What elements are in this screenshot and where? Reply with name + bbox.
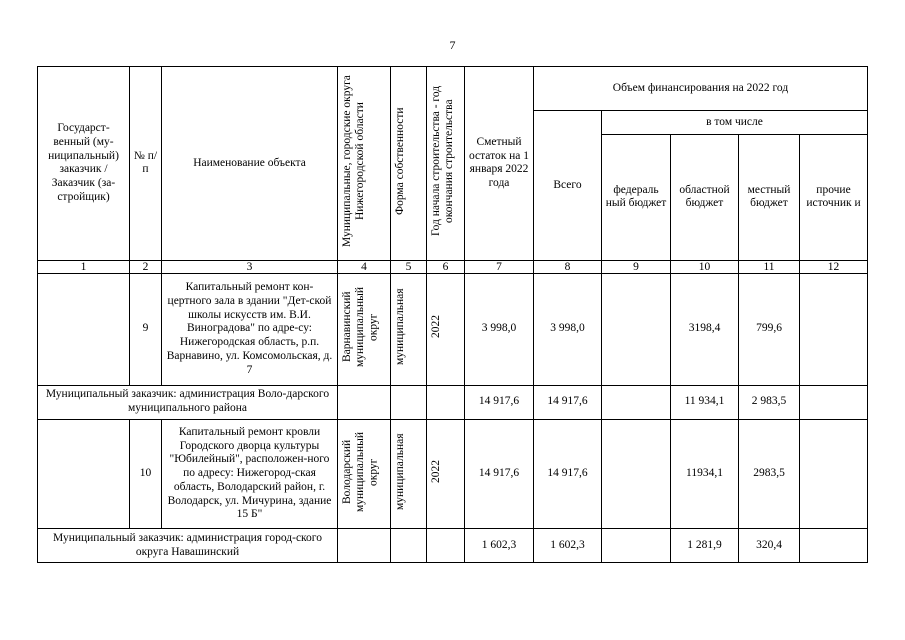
municipality-cell: [338, 529, 391, 563]
years-cell: [427, 385, 465, 419]
local-cell: 799,6: [739, 273, 800, 385]
customer-name: Муниципальный заказчик: администрация город-ского округа Навашинский: [38, 529, 338, 563]
total-cell: 14 917,6: [534, 419, 602, 529]
federal-cell: [602, 419, 671, 529]
ownership-cell: [391, 273, 427, 385]
estimate-cell: 3 998,0: [465, 273, 534, 385]
customer-cell: [38, 419, 130, 529]
column-number: 11: [739, 260, 800, 273]
row-number: 10: [130, 419, 162, 529]
regional-cell: 3198,4: [671, 273, 739, 385]
object-name: Капитальный ремонт кровли Городского дворца культуры "Юбилейный", расположен-ного по адресу: Нижегород-ская область, Володарский район, г. Володарск, ул. Мичурина, здание 15 Б": [162, 419, 338, 529]
table-row: [38, 273, 868, 385]
header-other: прочие источник и: [800, 134, 868, 260]
local-cell: 2983,5: [739, 419, 800, 529]
other-cell: [800, 273, 868, 385]
header-total: Всего: [534, 111, 602, 261]
ownership-cell: [391, 529, 427, 563]
years-text: 2022: [430, 460, 442, 484]
header-ownership: [391, 67, 427, 261]
customer-row: [38, 385, 868, 419]
estimate-cell: 14 917,6: [465, 419, 534, 529]
local-cell: 320,4: [739, 529, 800, 563]
table-row: [38, 419, 868, 529]
customer-row: [38, 529, 868, 563]
header-local: местный бюджет: [739, 134, 800, 260]
municipality-cell: [338, 273, 391, 385]
ownership-cell: [391, 419, 427, 529]
column-number: 3: [162, 260, 338, 273]
row-number: 9: [130, 273, 162, 385]
column-number: 7: [465, 260, 534, 273]
estimate-cell: 14 917,6: [465, 385, 534, 419]
column-number: 6: [427, 260, 465, 273]
other-cell: [800, 385, 868, 419]
column-number: 4: [338, 260, 391, 273]
header-regional: областной бюджет: [671, 134, 739, 260]
other-cell: [800, 419, 868, 529]
federal-cell: [602, 385, 671, 419]
header-customer: Государст-венный (му-ниципальный) заказчик / Заказчик (за-стройщик): [38, 67, 130, 261]
header-municipality: [338, 67, 391, 261]
years-cell: [427, 419, 465, 529]
federal-cell: [602, 273, 671, 385]
estimate-cell: 1 602,3: [465, 529, 534, 563]
header-ownership-text: Форма собственности: [394, 107, 406, 215]
financing-table: [37, 66, 868, 563]
header-row-1: [38, 67, 868, 111]
total-cell: 3 998,0: [534, 273, 602, 385]
header-funding: Объем финансирования на 2022 год: [534, 67, 868, 111]
header-municipality-text: Муниципальные, городские округа Нижегородской области: [341, 75, 367, 247]
object-name: Капитальный ремонт кон-цертного зала в здании "Дет-ской школы искусств им. В.И. Виноградова" по адре-су: Нижегородская область, р.п. Варнавино, ул. Комсомольская, д. 7: [162, 273, 338, 385]
total-cell: 14 917,6: [534, 385, 602, 419]
local-cell: 2 983,5: [739, 385, 800, 419]
customer-cell: [38, 273, 130, 385]
column-number-row: [38, 260, 868, 273]
municipality-cell: [338, 385, 391, 419]
column-number: 9: [602, 260, 671, 273]
years-cell: [427, 529, 465, 563]
years-cell: [427, 273, 465, 385]
column-number: 10: [671, 260, 739, 273]
column-number: 5: [391, 260, 427, 273]
column-number: 2: [130, 260, 162, 273]
page-number: 7: [449, 38, 456, 52]
municipality-text: Варнавинский муниципальный округ: [341, 286, 380, 367]
header-years-text: Год начала строительства - год окончания строительства: [430, 85, 456, 237]
column-number: 1: [38, 260, 130, 273]
header-years: [427, 67, 465, 261]
regional-cell: 1 281,9: [671, 529, 739, 563]
regional-cell: 11 934,1: [671, 385, 739, 419]
ownership-text: муниципальная: [394, 288, 406, 366]
total-cell: 1 602,3: [534, 529, 602, 563]
header-estimate: Сметный остаток на 1 января 2022 года: [465, 67, 534, 261]
other-cell: [800, 529, 868, 563]
municipality-cell: [338, 419, 391, 529]
ownership-cell: [391, 385, 427, 419]
regional-cell: 11934,1: [671, 419, 739, 529]
years-text: 2022: [430, 315, 442, 339]
header-object-name: Наименование объекта: [162, 67, 338, 261]
header-federal: федераль ный бюджет: [602, 134, 671, 260]
customer-name: Муниципальный заказчик: администрация Воло-дарского муниципального района: [38, 385, 338, 419]
municipality-text: Володарский муниципальный округ: [341, 431, 380, 512]
header-number: № п/п: [130, 67, 162, 261]
header-including: в том числе: [602, 111, 868, 135]
ownership-text: муниципальная: [394, 433, 406, 510]
federal-cell: [602, 529, 671, 563]
column-number: 12: [800, 260, 868, 273]
column-number: 8: [534, 260, 602, 273]
